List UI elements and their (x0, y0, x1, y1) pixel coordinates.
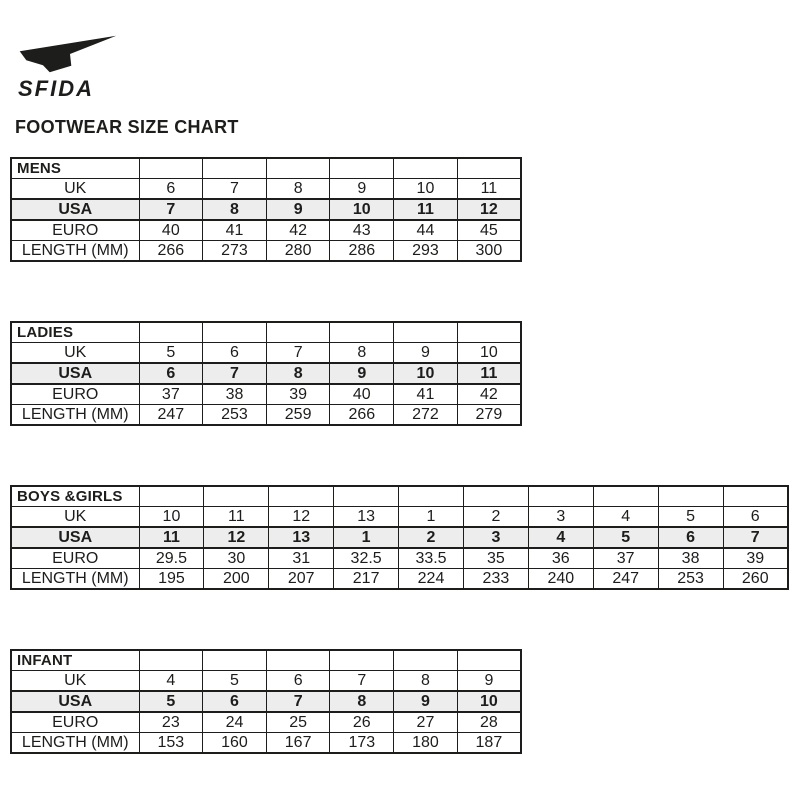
size-value-cell: 11 (204, 507, 269, 528)
row-label-cell: USA (11, 691, 139, 712)
size-value-cell: 7 (330, 671, 394, 692)
size-value-cell: 12 (457, 199, 521, 220)
size-value-cell: 195 (139, 569, 204, 590)
header-spacer-cell (330, 650, 394, 671)
size-value-cell: 266 (330, 405, 394, 426)
table-row (11, 733, 521, 754)
header-spacer-cell (139, 322, 203, 343)
size-value-cell: 200 (204, 569, 269, 590)
header-spacer-cell (723, 486, 788, 507)
size-value-cell: 32.5 (334, 548, 399, 569)
size-value-cell: 1 (334, 527, 399, 548)
row-label-cell: USA (11, 199, 139, 220)
row-label-cell: UK (11, 671, 139, 692)
size-value-cell: 33.5 (399, 548, 464, 569)
size-value-cell: 6 (203, 691, 267, 712)
row-label-cell: EURO (11, 220, 139, 241)
header-spacer-cell (330, 158, 394, 179)
header-spacer-cell (139, 158, 203, 179)
size-value-cell: 7 (203, 179, 267, 200)
size-value-cell: 13 (269, 527, 334, 548)
size-value-cell: 217 (334, 569, 399, 590)
brand-name: SFIDA (18, 76, 94, 101)
header-spacer-cell (203, 322, 267, 343)
size-value-cell: 8 (266, 363, 330, 384)
category-cell: LADIES (11, 322, 139, 343)
size-value-cell: 10 (139, 507, 204, 528)
header-spacer-cell (463, 486, 528, 507)
size-value-cell: 8 (266, 179, 330, 200)
size-value-cell: 13 (334, 507, 399, 528)
row-label-cell: USA (11, 527, 139, 548)
size-value-cell: 9 (330, 179, 394, 200)
table-row (11, 507, 788, 528)
table-row (11, 343, 521, 364)
size-value-cell: 28 (457, 712, 521, 733)
size-value-cell: 160 (203, 733, 267, 754)
header-spacer-cell (266, 650, 330, 671)
header-spacer-cell (528, 486, 593, 507)
size-table-infant (10, 649, 522, 754)
size-value-cell: 6 (203, 343, 267, 364)
row-label-cell: LENGTH (MM) (11, 405, 139, 426)
row-label-cell: LENGTH (MM) (11, 569, 139, 590)
size-value-cell: 6 (139, 363, 203, 384)
header-spacer-cell (269, 486, 334, 507)
row-label-cell: USA (11, 363, 139, 384)
size-value-cell: 39 (723, 548, 788, 569)
row-label-cell: UK (11, 343, 139, 364)
size-value-cell: 253 (203, 405, 267, 426)
size-value-cell: 40 (139, 220, 203, 241)
size-value-cell: 8 (394, 671, 458, 692)
size-value-cell: 7 (266, 691, 330, 712)
size-value-cell: 173 (330, 733, 394, 754)
row-label-cell: EURO (11, 712, 139, 733)
table-row (11, 486, 788, 507)
header-spacer-cell (593, 486, 658, 507)
size-value-cell: 45 (457, 220, 521, 241)
table-row (11, 548, 788, 569)
table-row (11, 220, 521, 241)
size-value-cell: 3 (528, 507, 593, 528)
size-value-cell: 41 (394, 384, 458, 405)
size-value-cell: 9 (457, 671, 521, 692)
header-spacer-cell (334, 486, 399, 507)
size-value-cell: 10 (394, 363, 458, 384)
size-value-cell: 8 (203, 199, 267, 220)
row-label-cell: UK (11, 179, 139, 200)
size-value-cell: 6 (723, 507, 788, 528)
row-label-cell: EURO (11, 384, 139, 405)
table-row (11, 712, 521, 733)
size-value-cell: 36 (528, 548, 593, 569)
size-value-cell: 43 (330, 220, 394, 241)
size-value-cell: 207 (269, 569, 334, 590)
header-spacer-cell (139, 486, 204, 507)
table-row (11, 671, 521, 692)
size-value-cell: 9 (394, 691, 458, 712)
size-value-cell: 9 (394, 343, 458, 364)
size-value-cell: 11 (139, 527, 204, 548)
table-row (11, 405, 521, 426)
table-row (11, 199, 521, 220)
header-spacer-cell (457, 158, 521, 179)
page-title: FOOTWEAR SIZE CHART (15, 117, 239, 137)
size-value-cell: 5 (139, 343, 203, 364)
table-row (11, 650, 521, 671)
size-value-cell: 187 (457, 733, 521, 754)
header-spacer-cell (394, 322, 458, 343)
size-table-mens (10, 157, 522, 262)
category-cell: INFANT (11, 650, 139, 671)
size-value-cell: 4 (139, 671, 203, 692)
size-value-cell: 247 (139, 405, 203, 426)
size-value-cell: 6 (658, 527, 723, 548)
size-value-cell: 24 (203, 712, 267, 733)
header-spacer-cell (266, 322, 330, 343)
size-value-cell: 4 (528, 527, 593, 548)
header-spacer-cell (399, 486, 464, 507)
size-value-cell: 240 (528, 569, 593, 590)
size-value-cell: 5 (658, 507, 723, 528)
size-value-cell: 9 (266, 199, 330, 220)
size-value-cell: 293 (394, 241, 458, 262)
size-value-cell: 41 (203, 220, 267, 241)
size-table-ladies (10, 321, 522, 426)
size-value-cell: 180 (394, 733, 458, 754)
header-spacer-cell (394, 650, 458, 671)
size-value-cell: 7 (266, 343, 330, 364)
size-value-cell: 40 (330, 384, 394, 405)
size-table-boys-girls (10, 485, 789, 590)
size-value-cell: 224 (399, 569, 464, 590)
header-spacer-cell (139, 650, 203, 671)
row-label-cell: EURO (11, 548, 139, 569)
size-value-cell: 42 (266, 220, 330, 241)
size-value-cell: 5 (203, 671, 267, 692)
size-value-cell: 5 (139, 691, 203, 712)
size-tables (10, 157, 800, 754)
row-label-cell: UK (11, 507, 139, 528)
size-value-cell: 273 (203, 241, 267, 262)
table-row (11, 527, 788, 548)
size-value-cell: 7 (139, 199, 203, 220)
size-value-cell: 38 (658, 548, 723, 569)
size-value-cell: 233 (463, 569, 528, 590)
size-value-cell: 27 (394, 712, 458, 733)
size-value-cell: 286 (330, 241, 394, 262)
header-spacer-cell (266, 158, 330, 179)
size-value-cell: 44 (394, 220, 458, 241)
header-spacer-cell (203, 650, 267, 671)
size-value-cell: 7 (723, 527, 788, 548)
table-row (11, 384, 521, 405)
size-value-cell: 38 (203, 384, 267, 405)
size-value-cell: 9 (330, 363, 394, 384)
size-value-cell: 29.5 (139, 548, 204, 569)
header-spacer-cell (203, 158, 267, 179)
size-value-cell: 2 (463, 507, 528, 528)
size-value-cell: 2 (399, 527, 464, 548)
size-value-cell: 30 (204, 548, 269, 569)
size-value-cell: 37 (139, 384, 203, 405)
size-value-cell: 35 (463, 548, 528, 569)
size-value-cell: 39 (266, 384, 330, 405)
size-value-cell: 37 (593, 548, 658, 569)
size-value-cell: 3 (463, 527, 528, 548)
header-spacer-cell (330, 322, 394, 343)
size-value-cell: 8 (330, 691, 394, 712)
size-value-cell: 8 (330, 343, 394, 364)
size-value-cell: 7 (203, 363, 267, 384)
size-value-cell: 23 (139, 712, 203, 733)
table-row (11, 691, 521, 712)
size-value-cell: 6 (139, 179, 203, 200)
table-row (11, 241, 521, 262)
size-value-cell: 12 (204, 527, 269, 548)
row-label-cell: LENGTH (MM) (11, 241, 139, 262)
size-value-cell: 25 (266, 712, 330, 733)
header-spacer-cell (457, 650, 521, 671)
size-value-cell: 31 (269, 548, 334, 569)
size-value-cell: 4 (593, 507, 658, 528)
size-value-cell: 153 (139, 733, 203, 754)
size-value-cell: 1 (399, 507, 464, 528)
category-cell: BOYS &GIRLS (11, 486, 139, 507)
table-row (11, 363, 521, 384)
header-spacer-cell (204, 486, 269, 507)
size-value-cell: 10 (457, 691, 521, 712)
table-row (11, 569, 788, 590)
size-value-cell: 259 (266, 405, 330, 426)
size-value-cell: 5 (593, 527, 658, 548)
brand-logo (18, 33, 800, 102)
size-value-cell: 6 (266, 671, 330, 692)
table-row (11, 158, 521, 179)
row-label-cell: LENGTH (MM) (11, 733, 139, 754)
size-value-cell: 253 (658, 569, 723, 590)
size-value-cell: 11 (457, 179, 521, 200)
size-value-cell: 10 (394, 179, 458, 200)
size-value-cell: 26 (330, 712, 394, 733)
size-value-cell: 11 (394, 199, 458, 220)
size-value-cell: 12 (269, 507, 334, 528)
table-row (11, 322, 521, 343)
size-value-cell: 266 (139, 241, 203, 262)
size-value-cell: 10 (330, 199, 394, 220)
size-value-cell: 279 (457, 405, 521, 426)
size-value-cell: 260 (723, 569, 788, 590)
category-cell: MENS (11, 158, 139, 179)
table-row (11, 179, 521, 200)
size-value-cell: 272 (394, 405, 458, 426)
size-value-cell: 11 (457, 363, 521, 384)
header-spacer-cell (658, 486, 723, 507)
header-spacer-cell (457, 322, 521, 343)
sfida-swoosh-icon (18, 33, 118, 75)
size-value-cell: 247 (593, 569, 658, 590)
size-value-cell: 300 (457, 241, 521, 262)
size-value-cell: 280 (266, 241, 330, 262)
header-spacer-cell (394, 158, 458, 179)
size-value-cell: 10 (457, 343, 521, 364)
size-value-cell: 42 (457, 384, 521, 405)
size-value-cell: 167 (266, 733, 330, 754)
